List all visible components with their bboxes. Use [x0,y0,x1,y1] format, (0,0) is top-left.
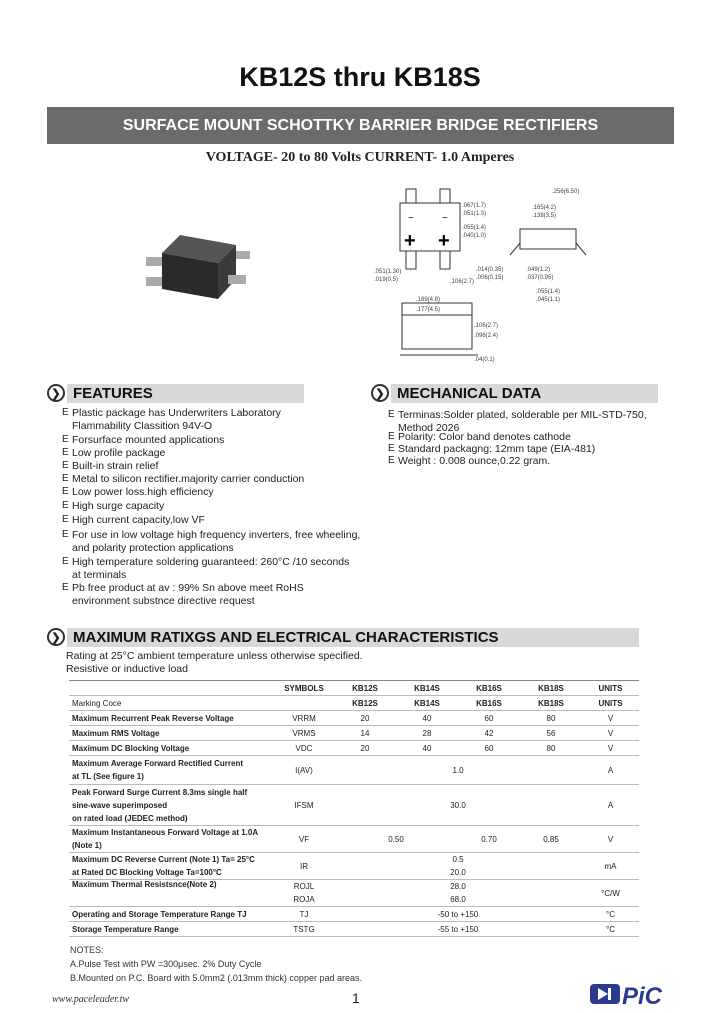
list-item: Pb free product at av : 99% Sn above meet RoHS [72,582,304,594]
ratings-note-2: Resistive or inductive load [66,663,188,675]
bullet-marker: E [62,460,69,471]
note-b: B.Mounted on P.C. Board with 5.0mm2 (.013mm thick) copper pad areas. [70,973,362,983]
svg-text:.067(1.7): .067(1.7) [462,203,487,209]
bullet-marker: E [62,473,69,484]
svg-text:.04(0.1): .04(0.1) [474,357,495,363]
list-item: Low profile package [72,447,166,459]
list-item: Polarity: Color band denotes cathode [398,431,571,443]
bullet-marker: E [388,409,395,420]
bullet-marker: E [62,582,69,593]
svg-text:+: + [404,230,416,252]
note-a: A.Pulse Test with PW =300μsec. 2% Duty Cycle [70,959,262,969]
section-bullet-icon: ❯ [47,384,65,402]
svg-text:.177(4.5): .177(4.5) [416,307,441,313]
table-header-row: SYMBOLS KB12S KB14S KB16S KB18S UNITS [69,681,639,696]
svg-text:.055(1.4): .055(1.4) [536,289,561,295]
table-row: Peak Forward Surge Current 8.3ms single half sine-wave superimposed on rated load (JEDEC method) IFSM 30.0 A [69,785,639,826]
dimension-drawing [370,185,670,365]
package-illustration [140,205,280,325]
svg-text:.045(1.1): .045(1.1) [536,297,561,303]
pic-logo [588,978,668,1008]
section-bullet-icon: ❯ [371,384,389,402]
svg-text:.019(0.5): .019(0.5) [374,277,399,283]
list-item: Weight : 0.008 ounce,0.22 gram. [398,455,551,467]
ratings-heading: ❯ MAXIMUM RATIXGS AND ELECTRICAL CHARACTERISTICS [47,627,639,647]
svg-text:+: + [438,230,450,252]
bullet-marker: E [62,447,69,458]
list-item: Forsurface mounted applications [72,434,225,446]
bullet-marker: E [388,431,395,442]
list-item: Low power loss.high efficiency [72,486,214,498]
list-item: High surge capacity [72,500,165,512]
bullet-marker: E [62,500,69,511]
list-item: Flammability Classition 94V-O [72,419,213,432]
svg-text:.051(1.3): .051(1.3) [462,211,487,217]
table-row: Maximum Average Forward Rectified Current at TL (See figure 1) I(AV) 1.0 A [69,756,639,785]
svg-text:.014(0.35): .014(0.35) [476,267,504,273]
svg-text:.040(1.0): .040(1.0) [462,233,487,239]
svg-text:.051(1.30): .051(1.30) [374,269,402,275]
page-number: 1 [352,990,360,1006]
svg-text:.138(3.5): .138(3.5) [532,213,557,219]
svg-text:~: ~ [442,213,448,224]
list-item: For use in low voltage high frequency inverters, free wheeling, [72,529,361,541]
features-list [62,407,362,607]
list-item: High current capacity,low VF [72,514,205,526]
bullet-marker: E [62,529,69,540]
doc-subtitle: VOLTAGE- 20 to 80 Volts CURRENT- 1.0 Amperes [205,150,515,165]
table-row: Maximum Recurrent Peak Reverse Voltage VRRM 20 40 60 80 V [69,711,639,726]
bullet-marker: E [388,443,395,454]
doc-title: KB12S thru KB18S [239,62,481,92]
bullet-marker: E [62,556,69,567]
bullet-marker: E [62,407,69,418]
list-item: Standard packagng: 12mm tape (EIA-481) [398,443,596,455]
list-item: Method 2026 [398,421,460,434]
list-item: at terminals [72,568,127,581]
svg-text:.165(4.2): .165(4.2) [532,205,557,211]
bullet-marker: E [62,486,69,497]
mechanical-heading: ❯ MECHANICAL DATA [371,383,658,403]
list-item: Built-in strain relief [72,460,159,472]
svg-text:.189(4.8): .189(4.8) [416,297,441,303]
table-row: Maximum Thermal Resistsnce(Note 2) ROJL ROJA 28.0 68.0 °C/W [69,880,639,907]
table-row: Storage Temperature Range TSTG -55 to +150 °C [69,922,639,937]
svg-text:.055(1.4): .055(1.4) [462,225,487,231]
section-bullet-icon: ❯ [47,628,65,646]
table-row: Maximum RMS Voltage VRMS 14 28 42 56 V [69,726,639,741]
table-row: Marking Coce KB12S KB14S KB16S KB18S UNITS [69,696,639,711]
list-item: Metal to silicon rectifier.majority carrier conduction [72,473,305,485]
ratings-table [69,680,639,937]
footer-url: www.paceleader.tw [52,994,130,1005]
list-item: environment substnce directive request [72,594,255,607]
bullet-marker: E [62,434,69,445]
svg-text:.037(0.95): .037(0.95) [526,275,554,281]
logo-text: PiC [622,983,663,1008]
mechanical-list [388,409,688,469]
doc-banner: SURFACE MOUNT SCHOTTKY BARRIER BRIDGE RECTIFIERS [47,107,674,144]
bullet-marker: E [388,455,395,466]
svg-text:.049(1.2): .049(1.2) [526,267,551,273]
list-item: Plastic package has Underwriters Laboratory [72,407,281,419]
ratings-note-1: Rating at 25°C ambient temperature unless otherwise specified. [66,650,363,662]
svg-text:.006(0.15): .006(0.15) [476,275,504,281]
list-item: High temperature soldering guaranteed: 260°C /10 seconds [72,556,350,568]
bullet-marker: E [62,514,69,525]
svg-text:.106(2.7): .106(2.7) [450,279,475,285]
svg-text:.106(2.7): .106(2.7) [474,323,499,329]
table-row: Maximum Instantaneous Forward Voltage at 1.0A (Note 1) VF 0.50 0.70 0.85 V [69,826,639,853]
features-heading: ❯ FEATURES [47,383,304,403]
notes-title: NOTES: [70,945,104,955]
table-row: Maximum DC Blocking Voltage VDC 20 40 60 80 V [69,741,639,756]
svg-text:.096(2.4): .096(2.4) [474,333,499,339]
svg-text:.256(6.50): .256(6.50) [552,189,580,195]
table-row: Operating and Storage Temperature Range TJ TJ -50 to +150 °C [69,907,639,922]
list-item: Terminas:Solder plated, solderable per MIL-STD-750, [398,409,647,421]
table-row: Maximum DC Reverse Current (Note 1) Ta= 25°C at Rated DC Blocking Voltage Ta=100°C IR 0.5 20.0 mA [69,853,639,880]
list-item: and polarity protection applications [72,541,234,554]
svg-text:~: ~ [408,213,414,224]
